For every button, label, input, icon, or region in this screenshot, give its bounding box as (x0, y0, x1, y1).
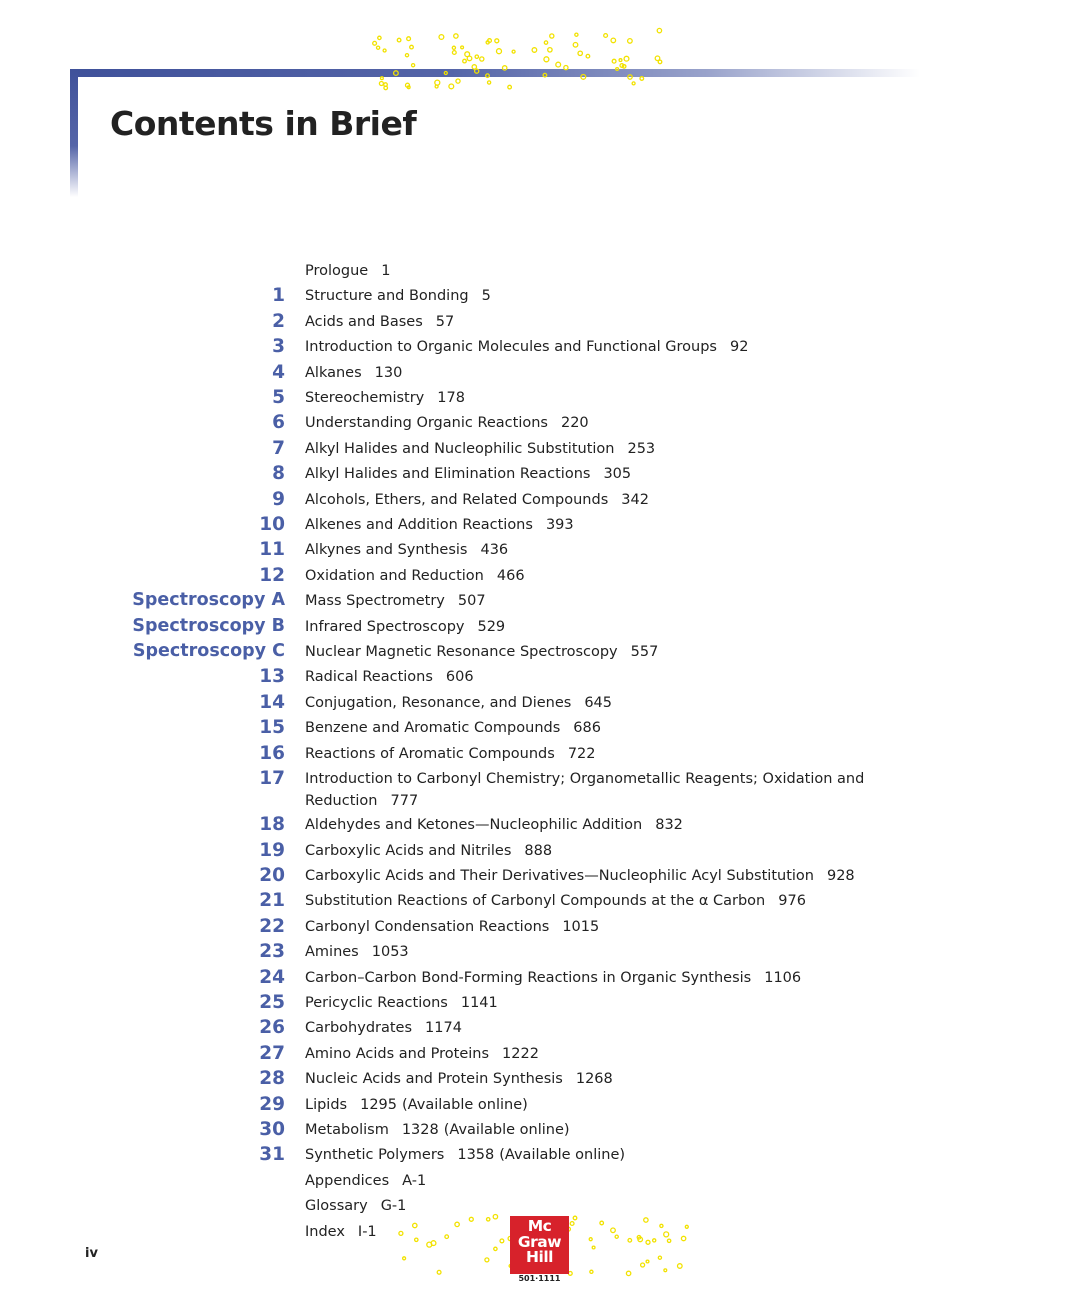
chapter-title-block (305, 436, 895, 460)
chapter-title: Alcohols, Ethers, and Related Compounds (305, 491, 609, 508)
toc-entry (0, 766, 1080, 812)
chapter-title: Infrared Spectroscopy (305, 618, 465, 635)
page-number: A-1 (402, 1172, 427, 1189)
decorative-dot (543, 73, 547, 77)
chapter-title-block (305, 537, 895, 561)
decorative-dot (616, 68, 619, 71)
toc-entry (0, 888, 1080, 913)
decorative-dot (611, 38, 616, 43)
chapter-title-block (305, 664, 895, 688)
decorative-dot (550, 34, 554, 38)
chapter-number: 3 (272, 336, 285, 358)
page-number: 976 (778, 893, 806, 910)
chapter-number: 7 (272, 437, 285, 459)
page-number: G-1 (380, 1198, 407, 1215)
chapter-title-block (305, 990, 895, 1014)
page-number: 1015 (562, 918, 600, 935)
chapter-title-block (305, 715, 895, 739)
decorative-dot (394, 71, 399, 76)
chapter-title-block (305, 1193, 895, 1217)
availability-note: (Available online) (443, 1121, 570, 1138)
decorative-dot (592, 1246, 595, 1249)
decorative-dot (626, 1271, 630, 1275)
chapter-title-block (305, 639, 895, 663)
chapter-title-block (305, 888, 895, 912)
chapter-title-block (305, 1066, 895, 1090)
decorative-dot (657, 28, 661, 32)
chapter-number: 17 (259, 768, 285, 790)
decorative-dot (456, 79, 460, 83)
chapter-number: 26 (259, 1017, 285, 1039)
chapter-number: 21 (259, 890, 285, 912)
decorative-dot (437, 1270, 441, 1274)
toc-entry (0, 1193, 1080, 1218)
chapter-title-block (305, 588, 895, 612)
decorative-dot (452, 51, 456, 55)
chapter-title: Alkyl Halides and Elimination Reactions (305, 466, 591, 483)
decorative-dot (581, 75, 586, 80)
decorative-dot (406, 83, 410, 87)
page-number: 253 (627, 440, 656, 457)
toc-entry (0, 1117, 1080, 1142)
toc-entry (0, 812, 1080, 837)
toc-entry (0, 664, 1080, 689)
decorative-dot (575, 33, 578, 36)
chapter-title-block (305, 360, 895, 384)
toc-entry (0, 914, 1080, 939)
page-number: 606 (445, 669, 474, 686)
chapter-title-block (305, 334, 895, 358)
chapter-title: Introduction to Carbonyl Chemistry; Organometallic Reagents; Oxidation and Reduction (305, 771, 865, 810)
decorative-dot (619, 59, 622, 62)
decorative-dot (503, 66, 507, 70)
chapter-title: Mass Spectrometry (305, 593, 445, 610)
chapter-title-block (305, 1117, 895, 1141)
decorative-dot (486, 74, 490, 78)
chapter-title-block (305, 863, 895, 887)
decorative-dot (590, 1270, 593, 1273)
page-number: 722 (567, 745, 596, 762)
decorative-dot (449, 84, 454, 89)
chapter-number: 19 (259, 839, 285, 861)
logo-line: Hill (526, 1248, 553, 1266)
toc-list (0, 258, 1080, 1244)
page-number: 57 (435, 313, 455, 330)
chapter-number: 12 (259, 564, 285, 586)
toc-entry (0, 436, 1080, 461)
decorative-dot (384, 83, 388, 87)
page-number: 1295 (360, 1096, 398, 1113)
decorative-dot (378, 36, 381, 39)
chapter-title-block (305, 914, 895, 938)
chapter-title-block (305, 258, 895, 282)
chapter-title: Substitution Reactions of Carbonyl Compounds at the α Carbon (305, 893, 766, 910)
decorative-dot (497, 49, 502, 54)
chapter-number: Spectroscopy A (132, 590, 285, 611)
page-number: 928 (826, 867, 855, 884)
toc-entry (0, 863, 1080, 888)
decorative-dot (435, 80, 440, 85)
toc-entry (0, 1066, 1080, 1091)
decorative-dot (381, 77, 384, 80)
toc-entry (0, 639, 1080, 664)
chapter-title-block (305, 563, 895, 587)
chapter-title: Conjugation, Resonance, and Dienes (305, 694, 572, 711)
toc-entry (0, 1168, 1080, 1193)
chapter-number: 1 (272, 285, 285, 307)
page-folio: iv (85, 1246, 98, 1261)
chapter-title: Carboxylic Acids and Their Derivatives—Nucleophilic Acyl Substitution (305, 867, 814, 884)
toc-entry (0, 588, 1080, 613)
chapter-number: 29 (259, 1093, 285, 1115)
chapter-number: Spectroscopy C (132, 641, 285, 662)
chapter-title: Alkynes and Synthesis (305, 542, 468, 559)
chapter-title-block (305, 965, 895, 989)
toc-entry (0, 990, 1080, 1015)
toc-entry (0, 563, 1080, 588)
decorative-dot (678, 1264, 683, 1269)
decorative-dot (407, 37, 411, 41)
decorative-dot (544, 57, 549, 62)
chapter-number: 10 (259, 514, 285, 536)
chapter-title: Aldehydes and Ketones—Nucleophilic Addition (305, 817, 643, 834)
chapter-title-block (305, 1041, 895, 1065)
toc-entry (0, 334, 1080, 359)
chapter-number: 28 (259, 1068, 285, 1090)
decorative-dot (410, 45, 414, 49)
page-number: 507 (457, 593, 486, 610)
decorative-dot (480, 57, 484, 61)
logo-line: Mc (527, 1217, 552, 1235)
chapter-number: 6 (272, 412, 285, 434)
chapter-title: Oxidation and Reduction (305, 567, 484, 584)
decorative-dot (405, 54, 408, 57)
chapter-title: Glossary (305, 1198, 368, 1215)
chapter-number: 4 (272, 361, 285, 383)
chapter-number: Spectroscopy B (132, 615, 285, 636)
chapter-title: Nuclear Magnetic Resonance Spectroscopy (305, 644, 618, 661)
decorative-dot (495, 39, 499, 43)
page-number: 5 (481, 288, 491, 305)
decorative-dot (624, 56, 629, 61)
decorative-dot (578, 51, 582, 55)
chapter-title-block (305, 283, 895, 307)
chapter-title: Amino Acids and Proteins (305, 1045, 490, 1062)
toc-entry (0, 715, 1080, 740)
chapter-title-block (305, 385, 895, 409)
chapter-title-block (305, 487, 895, 511)
chapter-title: Prologue (305, 263, 369, 279)
decorative-dot (475, 69, 479, 73)
chapter-title: Acids and Bases (305, 313, 423, 330)
chapter-number: 11 (259, 539, 285, 561)
chapter-title-block (305, 1092, 895, 1116)
chapter-title-block (305, 1219, 895, 1243)
page-number: 342 (621, 491, 649, 508)
chapter-title: Alkyl Halides and Nucleophilic Substitution (305, 440, 615, 457)
chapter-number: 16 (259, 742, 285, 764)
page-number: 888 (524, 842, 553, 859)
decorative-dot (403, 1257, 406, 1260)
page-number: 220 (560, 415, 589, 432)
toc-entry (0, 838, 1080, 863)
chapter-title: Metabolism (305, 1121, 389, 1138)
toc-entry (0, 1142, 1080, 1167)
chapter-title-block (305, 812, 895, 836)
page-number: 557 (630, 644, 659, 661)
page-number: 130 (374, 364, 403, 381)
toc-entry (0, 1015, 1080, 1040)
chapter-title-block (305, 512, 895, 536)
toc-entry (0, 614, 1080, 639)
decorative-dot (475, 55, 478, 58)
decorative-dots-top (370, 26, 670, 92)
chapter-title-block (305, 766, 895, 812)
page-number: 1141 (460, 994, 498, 1011)
chapter-number: 25 (259, 991, 285, 1013)
toc-entry (0, 258, 1080, 283)
page-number: 529 (477, 618, 506, 635)
decorative-dot (397, 38, 401, 42)
chapter-title-block (305, 309, 895, 333)
page-number: 686 (573, 720, 601, 737)
chapter-title: Amines (305, 944, 359, 961)
page-number: 1222 (502, 1045, 539, 1062)
chapter-title: Carbon–Carbon Bond-Forming Reactions in Organic Synthesis (305, 969, 752, 986)
decorative-dot (377, 46, 380, 49)
page-number: 645 (584, 694, 612, 711)
decorative-dot (452, 46, 455, 49)
page-number: 1328 (401, 1121, 439, 1138)
toc-entry (0, 512, 1080, 537)
chapter-title: Pericyclic Reactions (305, 994, 448, 1011)
decorative-dot (373, 41, 377, 45)
decorative-dot (658, 60, 662, 64)
decorative-dot (379, 82, 383, 86)
chapter-number: 13 (259, 666, 285, 688)
toc-entry (0, 965, 1080, 990)
page-number: 1106 (764, 969, 802, 986)
chapter-number: 24 (259, 966, 285, 988)
chapter-title: Carbonyl Condensation Reactions (305, 918, 550, 935)
page-number: 1268 (575, 1071, 613, 1088)
chapter-number: 5 (272, 387, 285, 409)
chapter-title: Nucleic Acids and Protein Synthesis (305, 1071, 563, 1088)
page-title: Contents in Brief (110, 104, 417, 143)
chapter-title-block (305, 461, 895, 485)
decorative-dot (564, 66, 568, 70)
chapter-title-block (305, 741, 895, 765)
chapter-title: Appendices (305, 1172, 390, 1189)
decorative-dot (632, 82, 635, 85)
chapter-title-block (305, 410, 895, 434)
chapter-number: 27 (259, 1042, 285, 1064)
chapter-number: 2 (272, 310, 285, 332)
chapter-title: Index (305, 1223, 345, 1240)
decorative-dot (640, 77, 644, 81)
decorative-dot (488, 81, 491, 84)
toc-entry (0, 537, 1080, 562)
page-number: 92 (729, 339, 749, 356)
chapter-title: Lipids (305, 1096, 348, 1113)
decorative-dot (485, 1258, 489, 1262)
chapter-title-block (305, 1142, 895, 1166)
decorative-dot (461, 46, 464, 49)
chapter-title: Reactions of Aromatic Compounds (305, 745, 555, 762)
decorative-dot (532, 48, 537, 53)
decorative-dot (604, 34, 608, 38)
chapter-number: 8 (272, 463, 285, 485)
logo-code: 501·1111 (518, 1274, 561, 1283)
decorative-dot (641, 1263, 645, 1267)
chapter-title: Stereochemistry (305, 390, 425, 407)
page-number: 1053 (371, 944, 409, 961)
decorative-dot (573, 43, 578, 48)
toc-entry (0, 939, 1080, 964)
decorative-dot (556, 62, 561, 67)
chapter-number: 20 (259, 864, 285, 886)
chapter-number: 9 (272, 488, 285, 510)
chapter-title-block (305, 690, 895, 714)
chapter-number: 31 (259, 1144, 285, 1166)
chapter-title-block (305, 614, 895, 638)
page-number: 832 (655, 817, 683, 834)
chapter-title: Alkanes (305, 364, 362, 381)
decorative-dot (454, 34, 458, 38)
availability-note: (Available online) (499, 1147, 626, 1164)
toc-entry (0, 1041, 1080, 1066)
mcgraw-hill-logo (510, 1216, 569, 1274)
decorative-dot (612, 59, 616, 63)
chapter-title-block (305, 939, 895, 963)
frame-left-bar (70, 69, 78, 197)
decorative-dot (544, 41, 547, 44)
toc-entry (0, 690, 1080, 715)
logo-line: Graw (517, 1232, 562, 1251)
toc-entry (0, 1092, 1080, 1117)
decorative-dot (465, 52, 470, 57)
decorative-dot (463, 59, 467, 63)
decorative-dot (494, 1247, 497, 1250)
toc-entry (0, 410, 1080, 435)
toc-entry (0, 309, 1080, 334)
decorative-dot (586, 54, 590, 58)
page-number: 436 (480, 542, 509, 559)
chapter-number: 15 (259, 717, 285, 739)
chapter-title: Radical Reactions (305, 669, 433, 686)
toc-entry (0, 360, 1080, 385)
page-number: 1174 (425, 1020, 462, 1037)
page-number: 393 (545, 517, 574, 534)
chapter-title: Structure and Bonding (305, 288, 469, 305)
chapter-number: 30 (259, 1118, 285, 1140)
chapter-title: Alkenes and Addition Reactions (305, 517, 533, 534)
chapter-title: Benzene and Aromatic Compounds (305, 720, 561, 737)
decorative-dot (444, 72, 447, 75)
chapter-number: 22 (259, 915, 285, 937)
chapter-title: Carboxylic Acids and Nitriles (305, 842, 512, 859)
chapter-title-block (305, 1015, 895, 1039)
decorative-dot (628, 75, 632, 79)
decorative-dot (435, 85, 438, 88)
toc-entry (0, 385, 1080, 410)
decorative-dot (646, 1260, 649, 1263)
decorative-dot (472, 65, 476, 69)
page-number: 305 (603, 466, 632, 483)
decorative-dot (439, 35, 444, 40)
chapter-number: 18 (259, 814, 285, 836)
toc-entry (0, 741, 1080, 766)
chapter-number: 14 (259, 691, 285, 713)
decorative-dot (628, 39, 633, 44)
page-number: 178 (437, 390, 465, 407)
toc-entry (0, 283, 1080, 308)
page-number: I-1 (357, 1223, 377, 1240)
decorative-dot (383, 49, 386, 52)
toc-entry (0, 487, 1080, 512)
chapter-number: 23 (259, 941, 285, 963)
decorative-dot (508, 85, 512, 89)
page-number: 466 (496, 567, 525, 584)
decorative-dot (412, 64, 415, 67)
page-number: 777 (390, 793, 419, 810)
toc-entry (0, 461, 1080, 486)
page-number: 1358 (457, 1147, 495, 1164)
chapter-title-block (305, 1168, 895, 1192)
chapter-title: Carbohydrates (305, 1020, 413, 1037)
decorative-dot (512, 50, 515, 53)
decorative-dot (658, 1256, 661, 1259)
availability-note: (Available online) (402, 1096, 528, 1113)
page-number: 1 (381, 263, 391, 279)
decorative-dot (548, 48, 552, 52)
chapter-title: Introduction to Organic Molecules and Functional Groups (305, 339, 717, 356)
decorative-dot (664, 1269, 667, 1272)
chapter-title: Synthetic Polymers (305, 1147, 445, 1164)
chapter-title: Understanding Organic Reactions (305, 415, 548, 432)
chapter-title-block (305, 838, 895, 862)
